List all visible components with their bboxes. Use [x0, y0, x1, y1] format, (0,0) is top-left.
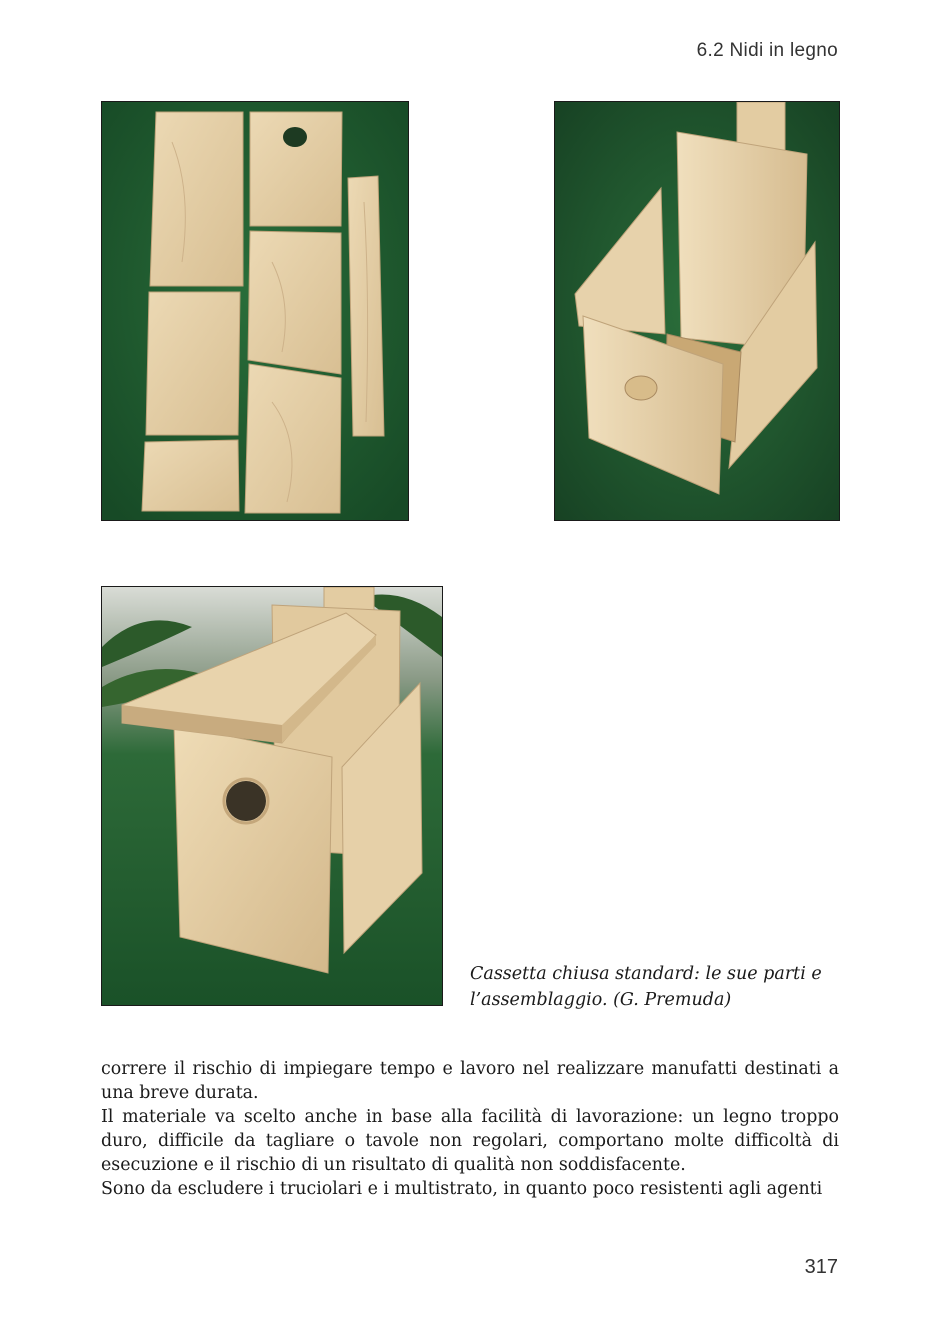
photo-assembled-box — [101, 586, 443, 1006]
board-front-with-hole — [174, 725, 332, 973]
paragraph: Il materiale va scelto anche in base alla facilità di lavorazione: un legno troppo duro, difficile da tagliare o tavole non regolari, comportano molte difficoltà di esecuzione e il rischio di un risultato di qualità non soddisfacente. — [101, 1107, 839, 1175]
body-text — [101, 1057, 839, 1201]
page-number: 317 — [804, 1256, 838, 1278]
caption-line-1: Cassetta chiusa standard: le sue parti e — [470, 964, 822, 984]
board-back — [150, 112, 243, 286]
board-bottom — [142, 440, 239, 511]
paragraph: Sono da escludere i truciolari e i multistrato, in quanto poco resistenti agli agenti — [101, 1179, 823, 1199]
board-strip — [348, 176, 384, 436]
board-side-left — [146, 292, 240, 435]
caption-line-2: l’assemblaggio. (G. Premuda) — [470, 990, 732, 1010]
board-side-right — [248, 231, 341, 374]
running-head: 6.2 Nidi in legno — [696, 40, 838, 61]
paragraph: correre il rischio di impiegare tempo e lavoro nel realizzare manufatti destinati a una breve durata. — [101, 1059, 839, 1103]
board-roof — [245, 364, 341, 513]
photo-partial-assembly — [554, 101, 840, 521]
entrance-hole — [226, 781, 266, 821]
figure-caption — [470, 961, 842, 1013]
entrance-hole — [625, 376, 657, 400]
photo-boards-laid-out — [101, 101, 409, 521]
entrance-hole — [283, 127, 307, 147]
